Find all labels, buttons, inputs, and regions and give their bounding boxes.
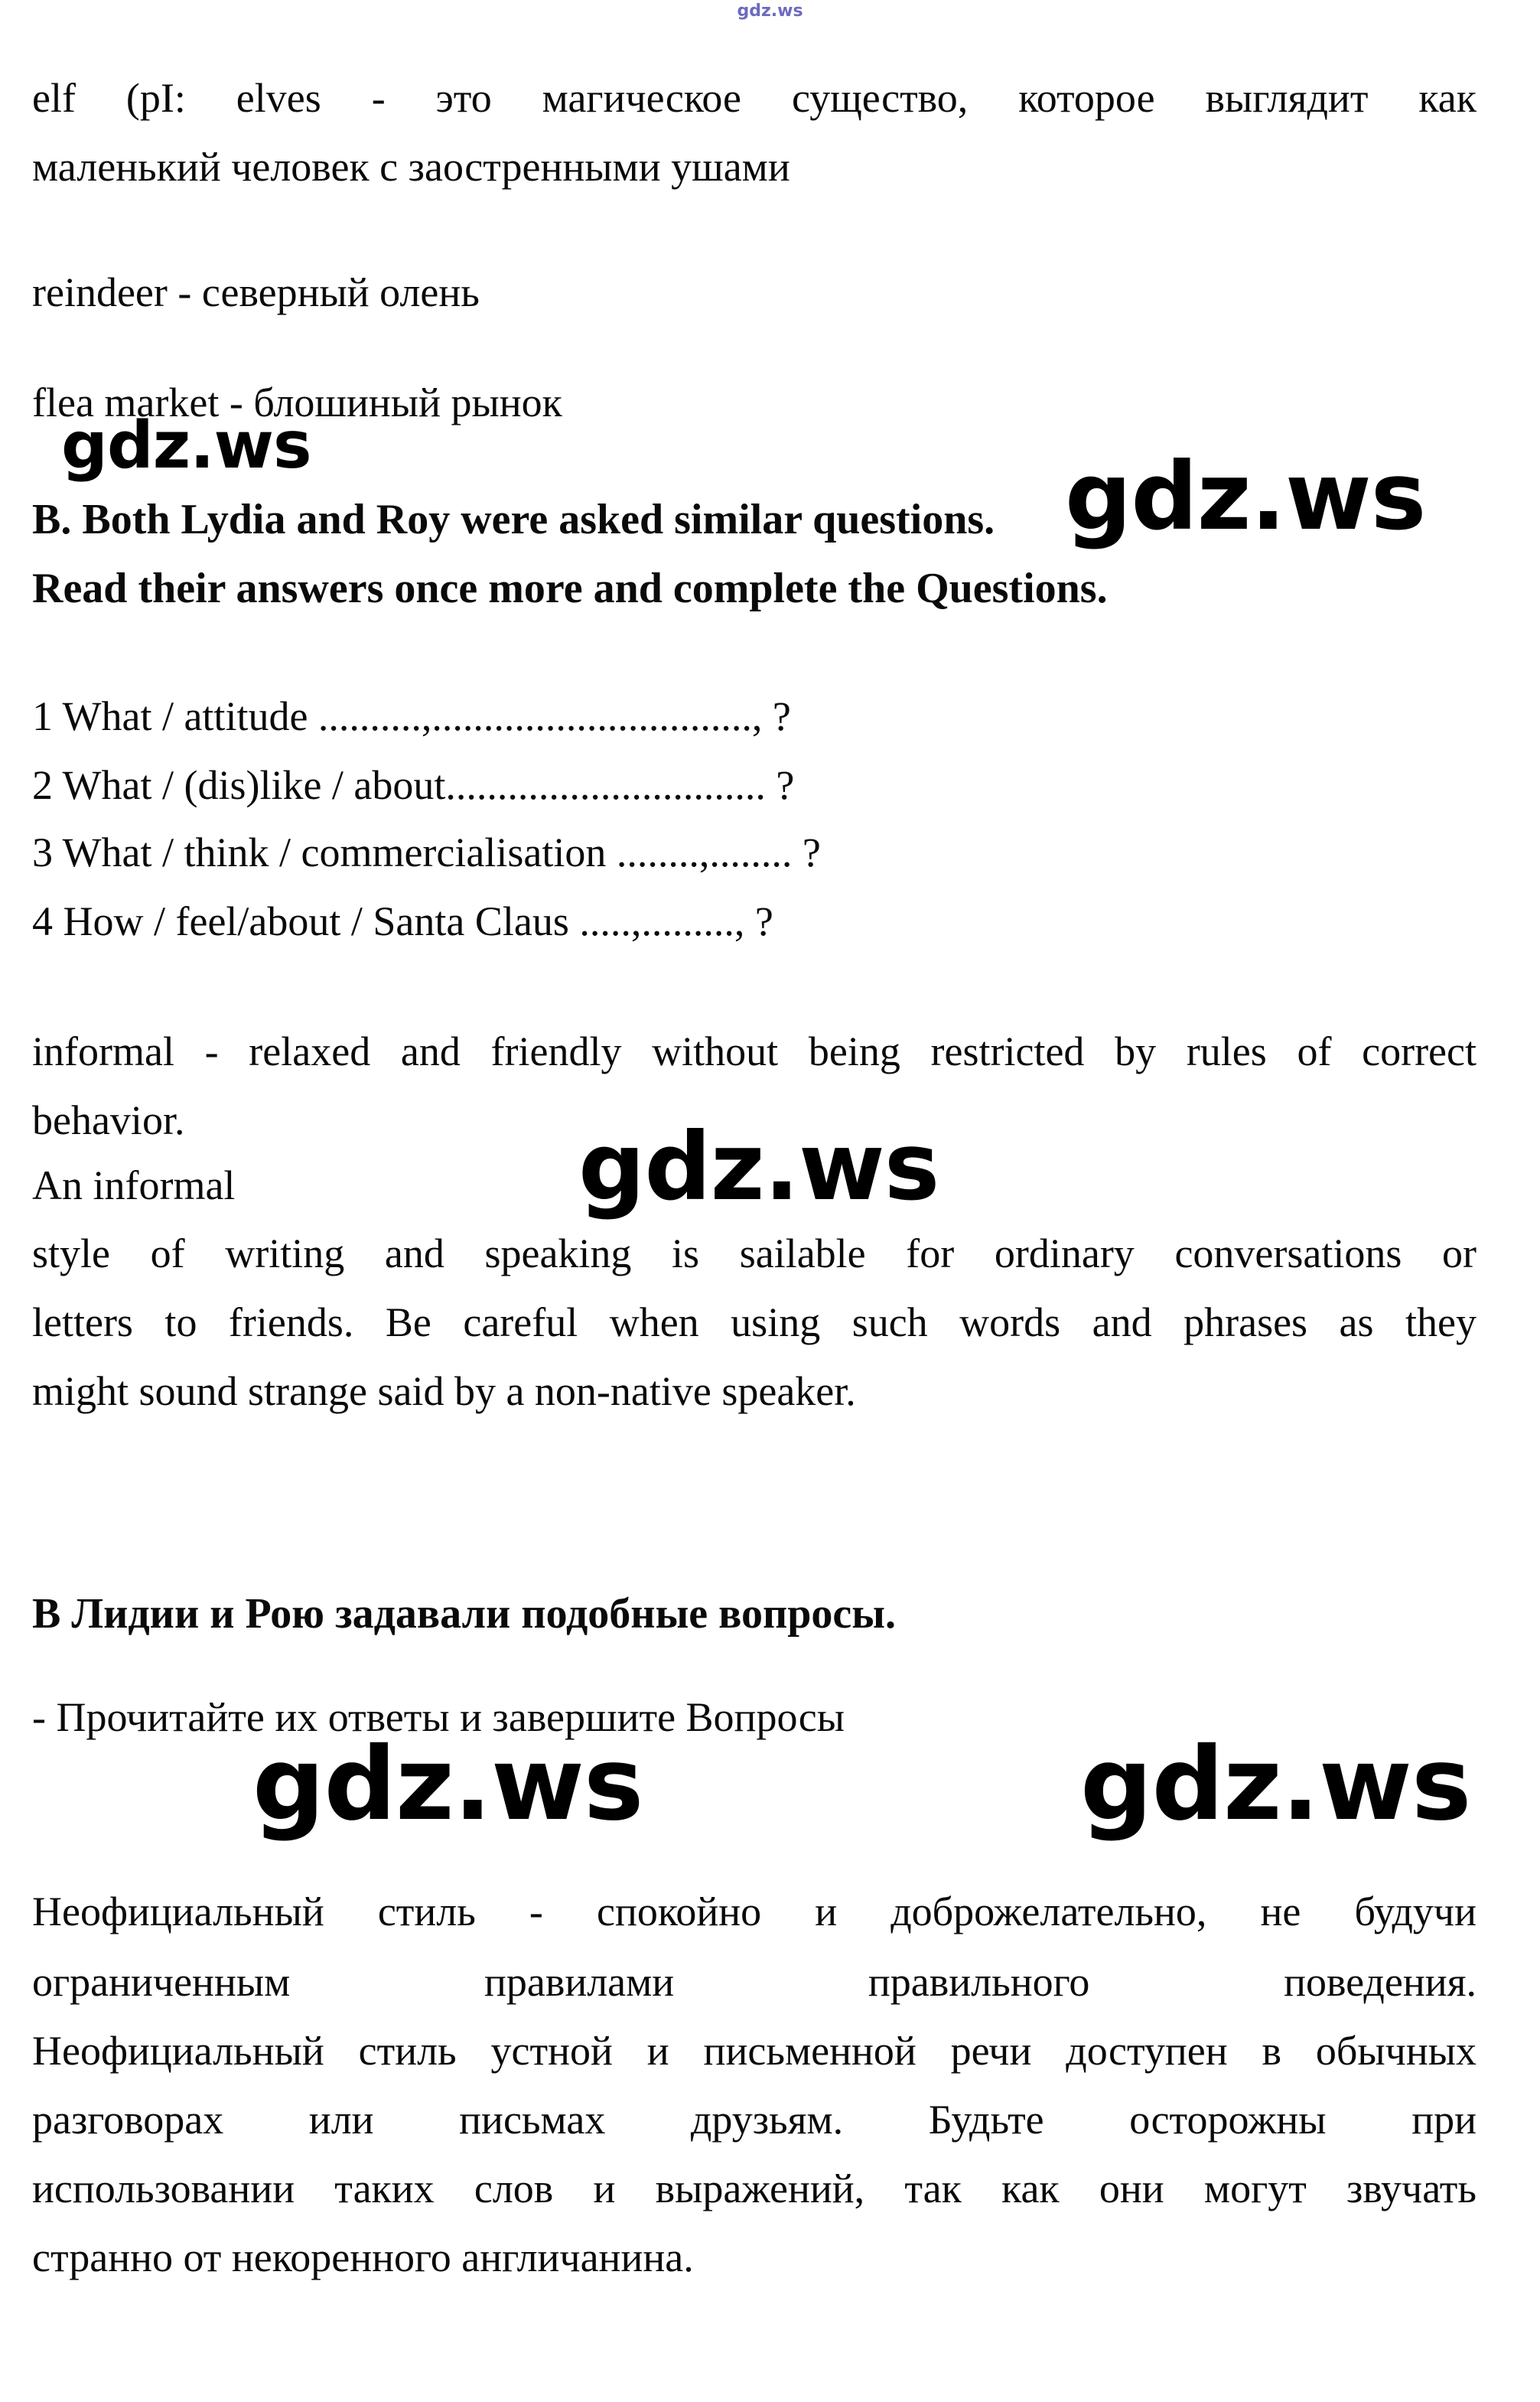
gdz-watermark-4: gdz.ws xyxy=(252,1726,643,1843)
vocab-elf-line2: маленький человек с заостренными ушами xyxy=(32,144,790,190)
question-1: 1 What / attitude ..........,..............................., ? xyxy=(32,693,791,739)
informal-line1: informal - relaxed and friendly without being restricted by rules of correct xyxy=(32,1028,1477,1074)
translation-para-line1: Неофициальный стиль - спокойно и доброжелательно, не будучи xyxy=(32,1889,1477,1934)
informal-line5: letters to friends. Be careful when using such words and phrases as they xyxy=(32,1299,1477,1345)
question-2: 2 What / (dis)like / about............................... ? xyxy=(32,762,795,808)
translation-para-line6: странно от некоренного англичанина. xyxy=(32,2234,694,2280)
informal-line3: An informal xyxy=(32,1162,236,1208)
question-3: 3 What / think / commercialisation ........,........ ? xyxy=(32,829,821,875)
gdz-watermark-2: gdz.ws xyxy=(1065,442,1426,551)
gdz-watermark-top: gdz.ws xyxy=(737,2,803,21)
gdz-watermark-5: gdz.ws xyxy=(1080,1726,1471,1843)
informal-line6: might sound strange said by a non-native speaker. xyxy=(32,1368,856,1414)
translation-para-line2: ограниченным правилами правильного поведения. xyxy=(32,1959,1477,2005)
informal-line4: style of writing and speaking is sailable for ordinary conversations or xyxy=(32,1230,1477,1276)
task-heading-line1: B. Both Lydia and Roy were asked similar questions. xyxy=(32,496,995,543)
informal-line2: behavior. xyxy=(32,1097,185,1143)
translation-para-line3: Неофициальный стиль устной и письменной речи доступен в обычных xyxy=(32,2028,1477,2074)
vocab-reindeer: reindeer - северный олень xyxy=(32,269,480,315)
question-4: 4 How / feel/about / Santa Claus .....,........., ? xyxy=(32,898,773,944)
translation-subheading: - Прочитайте их ответы и завершите Вопросы xyxy=(32,1694,845,1740)
translation-para-line5: использовании таких слов и выражений, так как они могут звучать xyxy=(32,2166,1477,2211)
gdz-watermark-3: gdz.ws xyxy=(578,1113,939,1221)
gdz-watermark-1: gdz.ws xyxy=(61,408,311,484)
task-heading-line2: Read their answers once more and complete the Questions. xyxy=(32,565,1108,612)
vocab-elf-line1: elf (pI: elves - это магическое существо, которое выглядит как xyxy=(32,75,1477,121)
translation-para-line4: разговорах или письмах друзьям. Будьте осторожны при xyxy=(32,2097,1477,2143)
vocab-flea-market: flea market - блошиный рынок xyxy=(32,380,562,425)
translation-heading: В Лидии и Рою задавали подобные вопросы. xyxy=(32,1590,896,1638)
